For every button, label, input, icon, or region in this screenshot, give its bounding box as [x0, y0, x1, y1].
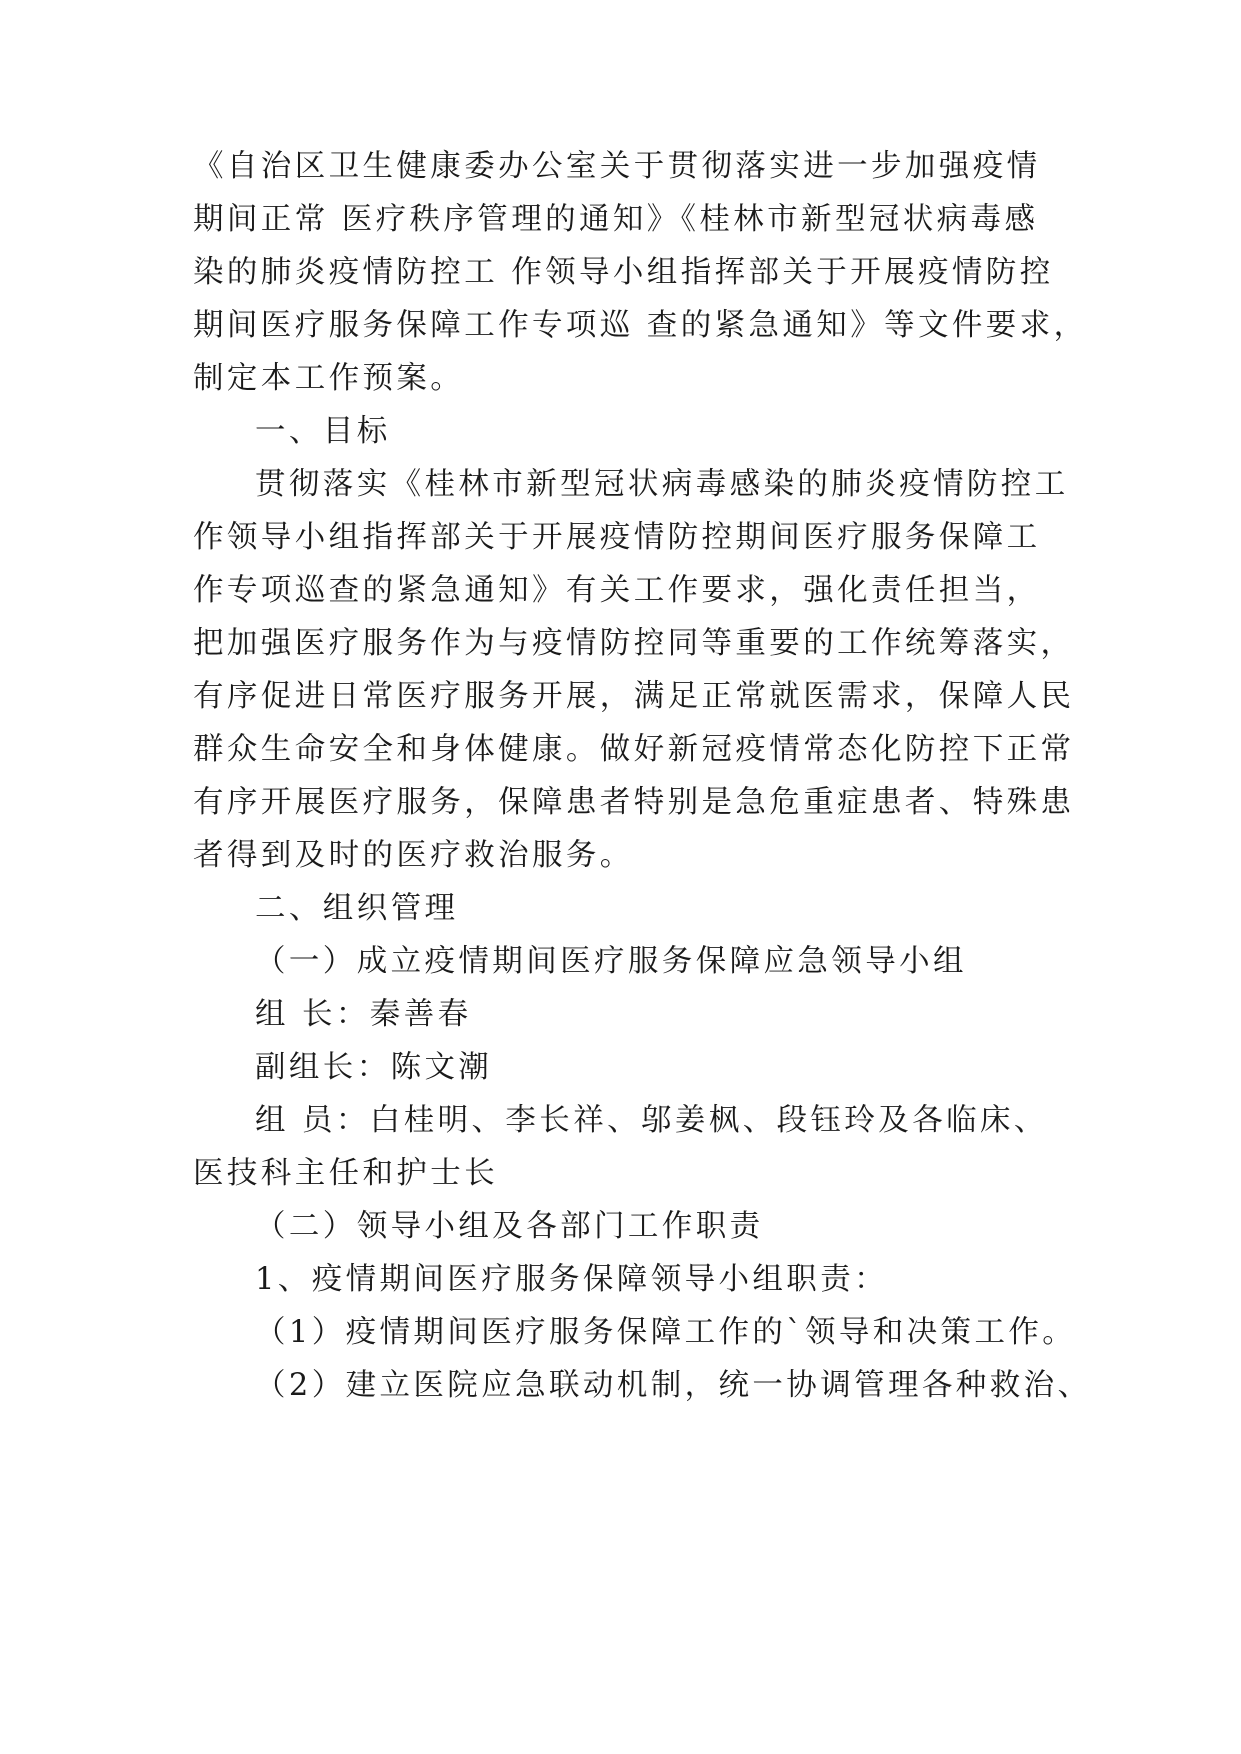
section-heading: 一、目标	[255, 414, 391, 449]
section-heading: 二、组织管理	[255, 891, 459, 926]
text-line: 有序开展医疗服务，保障患者特别是急危重症患者、特殊患	[193, 785, 1075, 820]
text-line: 作专项巡查的紧急通知》有关工作要求，强化责任担当，	[193, 573, 1041, 608]
text-line: 染的肺炎疫情防控工 作领导小组指挥部关于开展疫情防控	[193, 255, 1054, 290]
members-line: 组 员：白桂明、李长祥、邬姜枫、段钰玲及各临床、	[255, 1103, 1048, 1138]
subsection-heading: （一）成立疫情期间医疗服务保障应急领导小组	[255, 944, 967, 979]
text-line: 期间医疗服务保障工作专项巡 查的紧急通知》等文件要求，	[193, 308, 1088, 343]
text-line: 《自治区卫生健康委办公室关于贯彻落实进一步加强疫情	[193, 149, 1041, 184]
text-line: 制定本工作预案。	[193, 361, 465, 396]
leader-line: 组 长：秦善春	[255, 997, 472, 1032]
text-line: 贯彻落实《桂林市新型冠状病毒感染的肺炎疫情防控工	[255, 467, 1069, 502]
text-line: 者得到及时的医疗救治服务。	[193, 838, 634, 873]
members-line: 医技科主任和护士长	[193, 1156, 499, 1191]
text-line: 作领导小组指挥部关于开展疫情防控期间医疗服务保障工	[193, 520, 1041, 555]
text-line: 期间正常 医疗秩序管理的通知》《桂林市新型冠状病毒感	[193, 202, 1039, 237]
list-item: 1、疫情期间医疗服务保障领导小组职责：	[255, 1262, 889, 1297]
text-line: 把加强医疗服务作为与疫情防控同等重要的工作统筹落实，	[193, 626, 1075, 661]
text-line: 群众生命安全和身体健康。做好新冠疫情常态化防控下正常	[193, 732, 1075, 767]
list-item: （2）建立医院应急联动机制，统一协调管理各种救治、	[255, 1368, 1092, 1403]
text-line: 有序促进日常医疗服务开展，满足正常就医需求，保障人民	[193, 679, 1075, 714]
list-item: （1）疫情期间医疗服务保障工作的`领导和决策工作。	[255, 1315, 1077, 1350]
subsection-heading: （二）领导小组及各部门工作职责	[255, 1209, 764, 1244]
deputy-line: 副组长：陈文潮	[255, 1050, 493, 1085]
